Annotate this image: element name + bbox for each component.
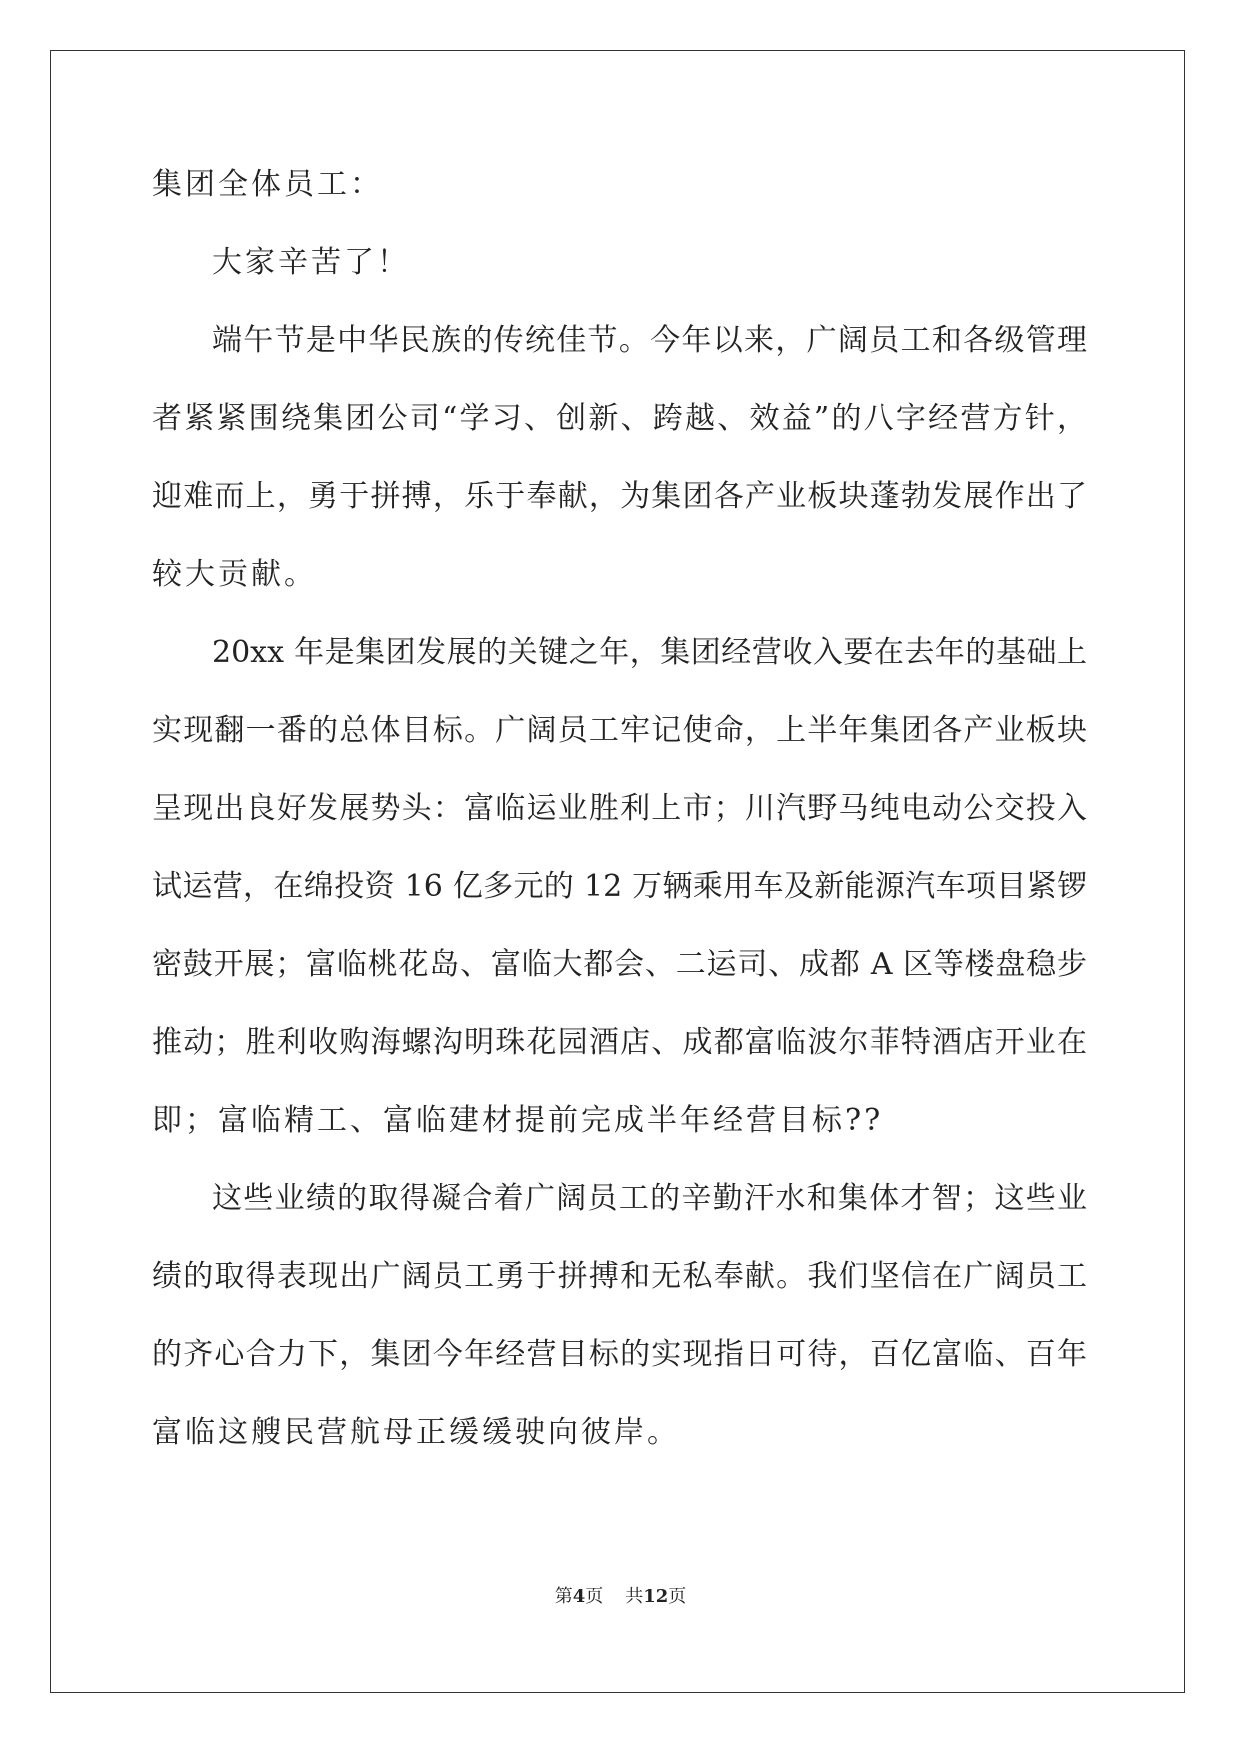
paragraph-line: 绩的取得表现出广阔员工勇于拼搏和无私奉献。我们坚信在广阔员工 bbox=[152, 1259, 1087, 1294]
total-pages: 12 bbox=[643, 1586, 669, 1607]
paragraph-line: 20xx 年是集团发展的关键之年，集团经营收入要在去年的基础上 bbox=[212, 635, 1087, 670]
total-prefix: 共 bbox=[625, 1586, 644, 1607]
paragraph-line: 这些业绩的取得凝合着广阔员工的辛勤汗水和集体才智；这些业 bbox=[212, 1181, 1087, 1216]
paragraph-line: 密鼓开展；富临桃花岛、富临大都会、二运司、成都 A 区等楼盘稳步 bbox=[152, 947, 1087, 982]
paragraph-line: 者紧紧围绕集团公司“学习、创新、跨越、效益”的八字经营方针， bbox=[152, 401, 1087, 436]
paragraph-line: 实现翻一番的总体目标。广阔员工牢记使命，上半年集团各产业板块 bbox=[152, 713, 1087, 748]
paragraph-line: 呈现出良好发展势头：富临运业胜利上市；川汽野马纯电动公交投入 bbox=[152, 791, 1087, 826]
paragraph-line: 富临这艘民营航母正缓缓驶向彼岸。 bbox=[152, 1415, 680, 1450]
paragraph-line: 较大贡献。 bbox=[152, 557, 317, 592]
paragraph-line: 端午节是中华民族的传统佳节。今年以来，广阔员工和各级管理 bbox=[212, 323, 1087, 358]
paragraph-line: 迎难而上，勇于拼搏，乐于奉献，为集团各产业板块蓬勃发展作出了 bbox=[152, 479, 1087, 514]
total-suffix: 页 bbox=[668, 1586, 687, 1607]
salutation-line: 大家辛苦了！ bbox=[212, 245, 410, 280]
paragraph-line: 即；富临精工、富临建材提前完成半年经营目标?? bbox=[152, 1103, 884, 1138]
page-prefix: 第 bbox=[554, 1586, 573, 1607]
paragraph-line: 推动；胜利收购海螺沟明珠花园酒店、成都富临波尔菲特酒店开业在 bbox=[152, 1025, 1087, 1060]
greeting-line: 集团全体员工： bbox=[152, 167, 383, 202]
page-footer bbox=[0, 1585, 1241, 1609]
page-suffix: 页 bbox=[585, 1586, 604, 1607]
paragraph-line: 的齐心合力下，集团今年经营目标的实现指日可待，百亿富临、百年 bbox=[152, 1337, 1087, 1372]
page-number: 4 bbox=[572, 1586, 586, 1607]
paragraph-line: 试运营，在绵投资 16 亿多元的 12 万辆乘用车及新能源汽车项目紧锣 bbox=[152, 869, 1087, 904]
